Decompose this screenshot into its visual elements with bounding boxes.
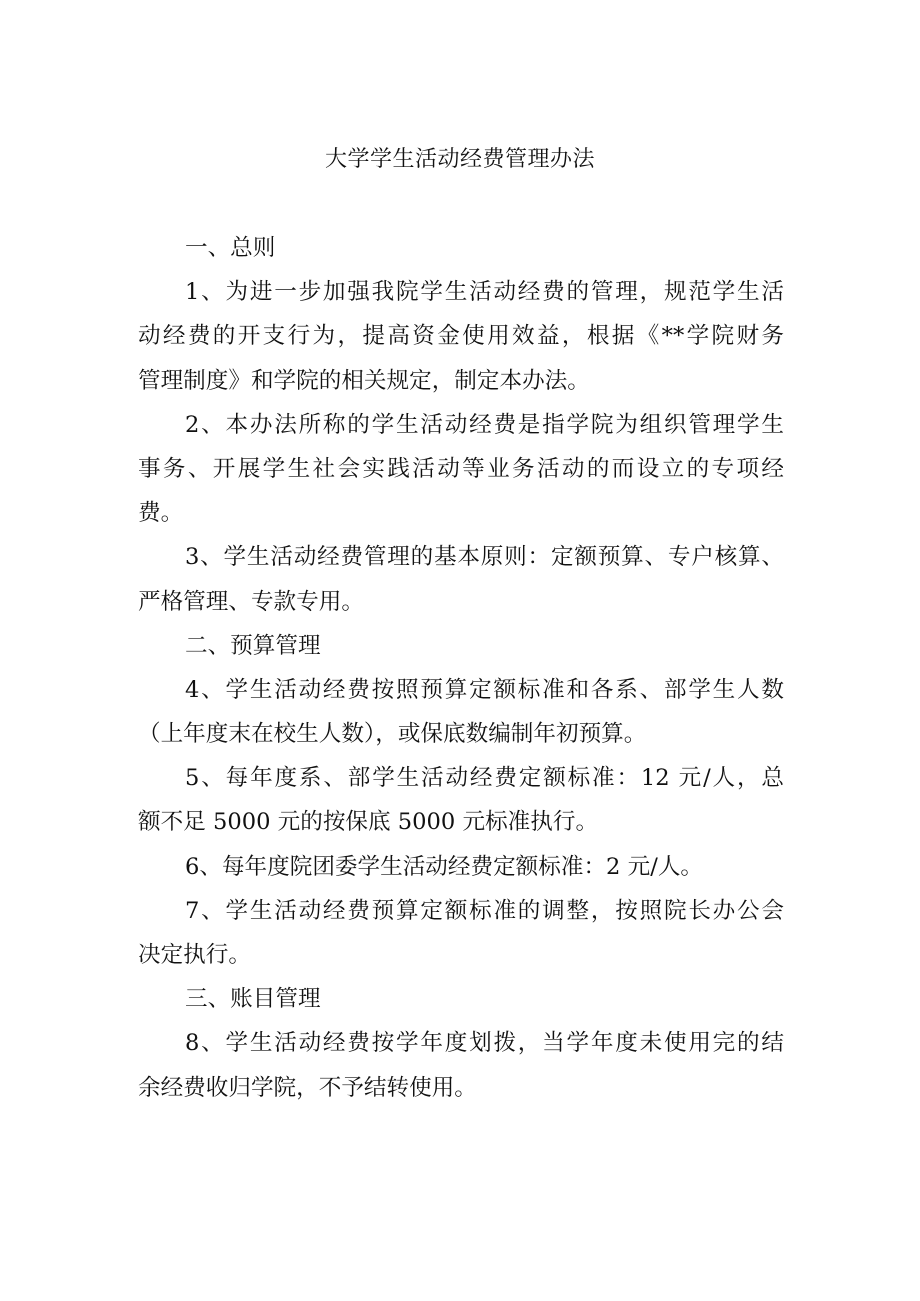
document-title: 大学学生活动经费管理办法 (324, 147, 595, 172)
document-line: 额不足 5000 元的按保底 5000 元标准执行。 (138, 809, 599, 836)
document-line: 8、学生活动经费按学年度划拨，当学年度未使用完的结 (185, 1030, 784, 1057)
document-line: 三、账目管理 (185, 986, 321, 1013)
document-line: 4、学生活动经费按照预算定额标准和各系、部学生人数 (185, 676, 784, 703)
document-line: 动经费的开支行为，提高资金使用效益，根据《**学院财务 (138, 323, 784, 350)
document-line: 5、每年度系、部学生活动经费定额标准：12 元/人，总 (185, 765, 784, 792)
document-line: 6、每年度院团委学生活动经费定额标准：2 元/人。 (185, 853, 704, 880)
document-line: 7、学生活动经费预算定额标准的调整，按照院长办公会 (185, 897, 784, 924)
document-line: 事务、开展学生社会实践活动等业务活动的而设立的专项经 (138, 455, 784, 482)
document-line: 二、预算管理 (185, 632, 321, 659)
document-line: （上年度末在校生人数），或保底数编制年初预算。 (138, 721, 647, 748)
document-line: 管理制度》和学院的相关规定，制定本办法。 (138, 367, 590, 394)
document-line: 余经费收归学院，不予结转使用。 (138, 1074, 477, 1101)
document-line: 2、本办法所称的学生活动经费是指学院为组织管理学生 (185, 411, 784, 438)
document-line: 费。 (138, 500, 184, 527)
document-line: 3、学生活动经费管理的基本原则：定额预算、专户核算、 (185, 544, 784, 571)
document-line: 1、为进一步加强我院学生活动经费的管理，规范学生活 (185, 279, 784, 306)
document-line: 一、总则 (185, 235, 276, 261)
document-line: 决定执行。 (138, 942, 251, 968)
document-line: 严格管理、专款专用。 (138, 588, 364, 615)
document-body (138, 226, 784, 1110)
